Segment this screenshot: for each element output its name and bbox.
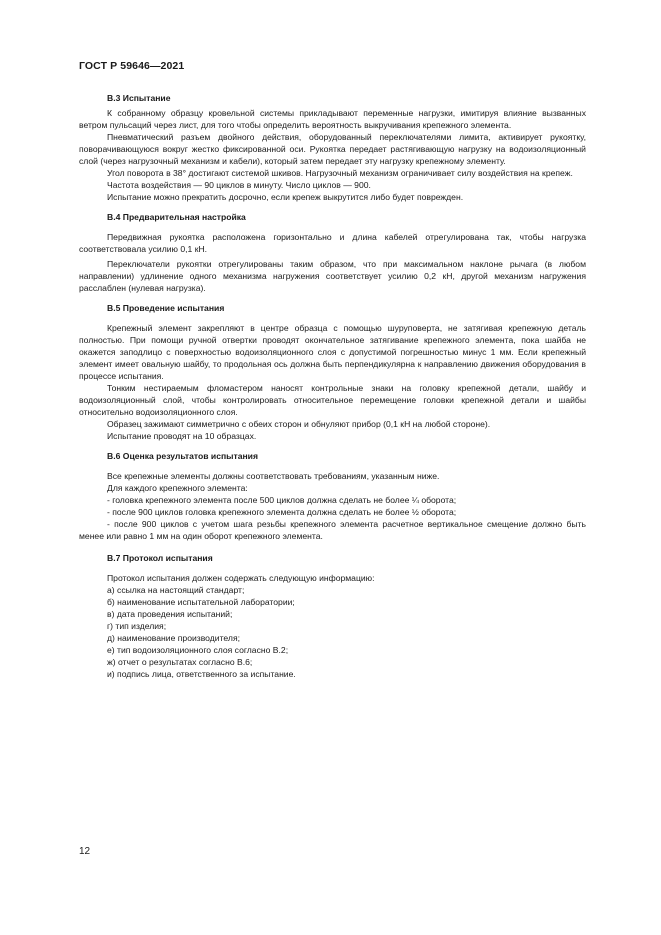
document-body xyxy=(79,92,586,680)
section-b5-title: В.5 Проведение испытания xyxy=(107,303,225,313)
section-b4-paragraph: Передвижная рукоятка расположена горизонтально и длина кабелей отрегулирована так, чтобы нагрузка соответствовала усилию 0,1 кН. xyxy=(79,232,586,254)
protocol-list-item: б) наименование испытательной лаборатории; xyxy=(107,597,295,607)
section-b3-paragraph: Пневматический разъем двойного действия, оборудованный переключателями лимита, активирует рукоятку, поворачивающуюся вокруг жестко фиксированной оси. Рукоятка передает растягивающую нагрузку на водоизоляционный слой (через нагрузочный механизм и кабели), который затем передает эту нагрузку крепежному элементу. xyxy=(79,132,586,166)
section-b6-paragraph: - после 900 циклов с учетом шага резьбы крепежного элемента расчетное вертикальное смещение должно быть менее или равно 1 мм на один оборот крепежного элемента. xyxy=(79,519,586,541)
protocol-list-item: д) наименование производителя; xyxy=(107,633,240,643)
protocol-list-item: и) подпись лица, ответственного за испытание. xyxy=(107,669,296,679)
section-b7-intro: Протокол испытания должен содержать следующую информацию: xyxy=(107,573,375,583)
protocol-list-item: ж) отчет о результатах согласно В.6; xyxy=(107,657,253,667)
protocol-list-item: е) тип водоизоляционного слоя согласно В.2; xyxy=(107,645,289,655)
section-b6-title: В.6 Оценка результатов испытания xyxy=(107,451,258,461)
section-b3-paragraph: Частота воздействия — 90 циклов в минуту. Число циклов — 900. xyxy=(107,180,371,190)
protocol-list-item: а) ссылка на настоящий стандарт; xyxy=(107,585,245,595)
section-b5-paragraph: Образец зажимают симметрично с обеих сторон и обнуляют прибор (0,1 кН на любой стороне). xyxy=(107,419,491,429)
section-b4-title: В.4 Предварительная настройка xyxy=(107,212,246,222)
section-b6-paragraph: - после 900 циклов головка крепежного элемента должна сделать не более ½ оборота; xyxy=(107,507,457,517)
document-code: ГОСТ Р 59646—2021 xyxy=(79,60,185,72)
section-b6-paragraph: Для каждого крепежного элемента: xyxy=(107,483,248,493)
section-b3-paragraph: Испытание можно прекратить досрочно, если крепеж выкрутится либо будет поврежден. xyxy=(107,192,464,202)
section-b3-paragraph: К собранному образцу кровельной системы прикладывают переменные нагрузки, имитируя влияние вызванных ветром пульсаций через лист, для того чтобы определить вероятность выкручивания крепежного элемента. xyxy=(79,108,586,130)
section-b5-paragraph: Крепежный элемент закрепляют в центре образца с помощью шуруповерта, не затягивая крепежную деталь полностью. При помощи ручной отвертки проводят окончательное затягивание крепежного элемента, пока шайба не окажется заподлицо с поверхностью водоизоляционного слоя с допустимой погрешностью минус 1 мм. Если крепежный элемент имеет овальную шайбу, то продольная ось должна быть перпендикулярна к направлению движения оборудования в процессе испытания. xyxy=(79,323,586,381)
section-b3-title: В.3 Испытание xyxy=(107,93,171,103)
section-b6-paragraph: - головка крепежного элемента после 500 циклов должна сделать не более ¼ оборота; xyxy=(107,495,457,505)
page-number: 12 xyxy=(79,846,91,857)
protocol-list-item: в) дата проведения испытаний; xyxy=(107,609,233,619)
section-b5-paragraph: Тонким нестираемым фломастером наносят контрольные знаки на головку крепежной детали, шайбу и водоизоляционный слой, чтобы контролировать относительное перемещение головки крепежной детали и шайбы относительно водоизоляционного слоя. xyxy=(79,383,586,417)
section-b3-paragraph: Угол поворота в 38° достигают системой шкивов. Нагрузочный механизм ограничивает силу воздействия на крепеж. xyxy=(107,168,573,178)
protocol-list-item: г) тип изделия; xyxy=(107,621,167,631)
section-b5-paragraph: Испытание проводят на 10 образцах. xyxy=(107,431,257,441)
section-b6-paragraph: Все крепежные элементы должны соответствовать требованиям, указанным ниже. xyxy=(107,471,440,481)
section-b7-title: В.7 Протокол испытания xyxy=(107,553,213,563)
section-b4-paragraph: Переключатели рукоятки отрегулированы таким образом, что при максимальном наклоне рычага (в любом направлении) удлинение одного механизма нагружения соответствует усилию 0,2 кН, другой механизм нагружения расслаблен (нулевая нагрузка). xyxy=(79,259,586,293)
